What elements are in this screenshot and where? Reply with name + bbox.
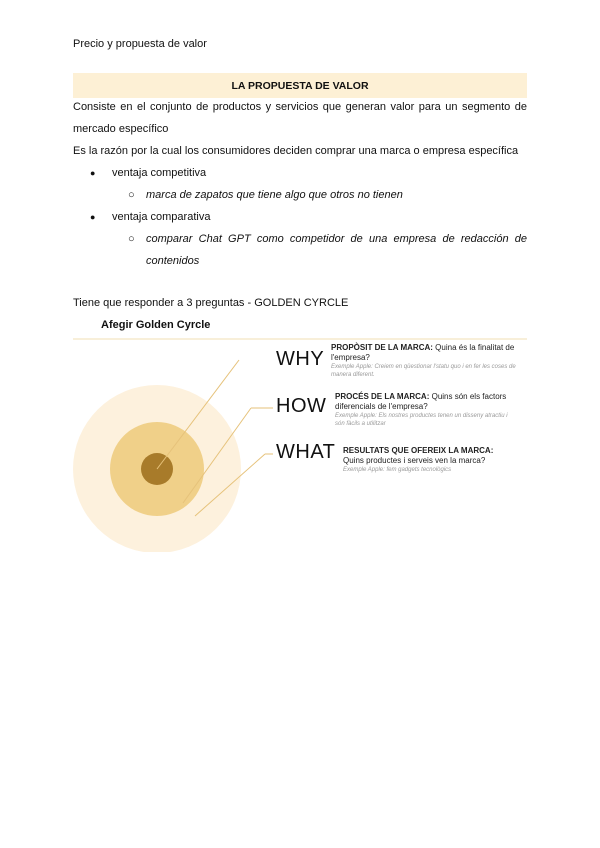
what-description <box>343 446 508 474</box>
sub-bullet-text: comparar Chat GPT como competidor de una empresa de redacción de contenidos <box>146 233 527 267</box>
sub-bullet-item <box>128 228 527 272</box>
bullet-circle-icon: ○ <box>128 233 135 245</box>
sub-bullet-text: marca de zapatos que tiene algo que otros no tienen <box>146 189 403 201</box>
bullet-dot-icon: ● <box>90 168 96 178</box>
page-header: Precio y propuesta de valor <box>73 38 207 50</box>
how-description <box>335 392 515 428</box>
bullet-label: ventaja comparativa <box>112 211 211 223</box>
why-label: WHY <box>276 348 325 370</box>
section-title: LA PROPUESTA DE VALOR <box>73 73 527 98</box>
reason-paragraph: Es la razón por la cual los consumidores deciden comprar una marca o empresa específica <box>73 145 519 157</box>
bullet-circle-icon: ○ <box>128 189 135 201</box>
why-text: Quina és la finalitat de l'empresa? <box>331 343 515 362</box>
why-title: PROPÒSIT DE LA MARCA: <box>331 343 433 352</box>
golden-circle-diagram <box>73 338 527 552</box>
bullet-item <box>90 206 210 228</box>
what-label: WHAT <box>276 441 336 463</box>
how-example: Exemple Apple: Els nostres productes tenen un disseny atractiu i són fàcils a utilitzar <box>335 413 508 427</box>
bullet-dot-icon: ● <box>90 212 96 222</box>
why-description <box>331 343 521 379</box>
how-title: PROCÉS DE LA MARCA: <box>335 392 430 401</box>
what-example: Exemple Apple: fem gadgets tecnològics <box>343 467 452 473</box>
bullet-label: ventaja competitiva <box>112 167 207 179</box>
definition-paragraph: Consiste en el conjunto de productos y servicios que generan valor para un segmento de mercado específico <box>73 101 527 135</box>
golden-circle-intro: Tiene que responder a 3 preguntas - GOLDEN CYRCLE <box>73 297 349 309</box>
golden-circle-subheading: Afegir Golden Cyrcle <box>101 319 211 331</box>
what-text: Quins productes i serveis ven la marca? <box>343 456 486 465</box>
sub-bullet-item <box>128 184 403 206</box>
why-example: Exemple Apple: Creiem en qüestionar l'statu quo i en fer les coses de manera diferent. <box>331 364 516 378</box>
bullet-item <box>90 162 206 184</box>
what-title: RESULTATS QUE OFEREIX LA MARCA: <box>343 446 494 455</box>
how-text: Quins són els factors diferencials de l'empresa? <box>335 392 507 411</box>
how-label: HOW <box>276 395 327 417</box>
